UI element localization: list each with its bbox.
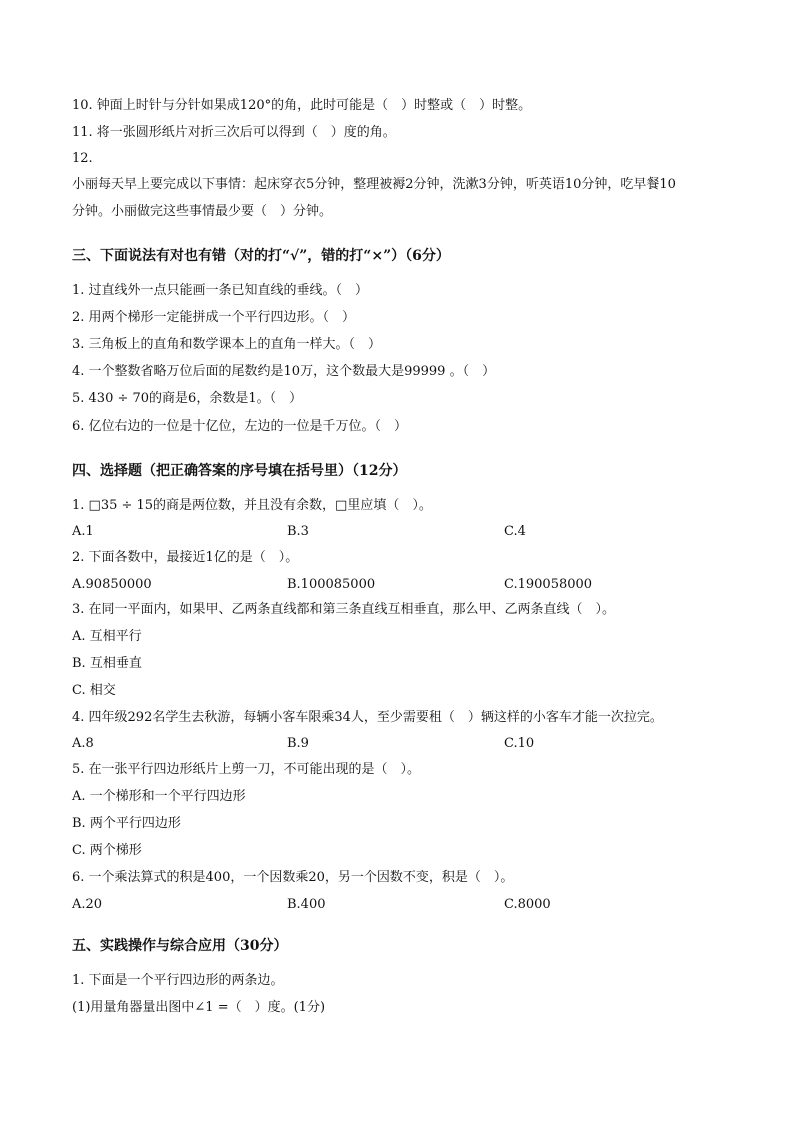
section-5-title: 五、实践操作与综合应用（30分） [72,938,288,954]
tf-item-1: 1. 过直线外一点只能画一条已知直线的垂线。（ ） [72,283,369,298]
practice-q1-part-1: (1)用量角器量出图中∠1 =（ ）度。(1分) [72,1000,326,1015]
mc-q6-option-a: A.20 [72,897,103,912]
mc-q5-option-c: C. 两个梯形 [72,843,142,858]
mc-q5-option-a: A. 一个梯形和一个平行四边形 [72,789,246,804]
mc-q3-option-a: A. 互相平行 [72,629,142,644]
question-12-number: 12. [72,151,93,166]
question-12-line-1: 小丽每天早上要完成以下事情：起床穿衣5分钟，整理被褥2分钟，洗漱3分钟，听英语10分钟，吃早餐10 [72,177,676,192]
question-12-line-2: 分钟。小丽做完这些事情最少要（ ）分钟。 [72,204,333,219]
mc-q6-stem: 6. 一个乘法算式的积是400，一个因数乘20，另一个因数不变，积是（ ）。 [72,870,514,885]
tf-item-2: 2. 用两个梯形一定能拼成一个平行四边形。（ ） [72,310,356,325]
tf-item-5: 5. 430 ÷ 70的商是6，余数是1。（ ） [72,391,303,406]
mc-q6-option-c: C.8000 [504,897,551,912]
mc-q2-option-c: C.190058000 [504,577,593,592]
tf-item-3: 3. 三角板上的直角和数学课本上的直角一样大。（ ） [72,337,382,352]
mc-q1-option-b: B.3 [287,524,309,539]
mc-q3-stem: 3. 在同一平面内，如果甲、乙两条直线都和第三条直线互相垂直，那么甲、乙两条直线（ ）。 [72,602,616,617]
mc-q5-option-b: B. 两个平行四边形 [72,816,181,831]
mc-q2-option-b: B.100085000 [287,577,376,592]
mc-q4-option-b: B.9 [287,736,309,751]
section-3-title: 三、下面说法有对也有错（对的打“√”，错的打“×”）（6分） [72,248,450,264]
mc-q1-stem: 1. □35 ÷ 15的商是两位数，并且没有余数，□里应填（ ）。 [72,498,432,513]
mc-q4-option-c: C.10 [504,736,535,751]
mc-q1-option-c: C.4 [504,524,526,539]
mc-q1-option-a: A.1 [72,524,94,539]
mc-q2-stem: 2. 下面各数中，最接近1亿的是（ ）。 [72,550,299,565]
mc-q3-option-c: C. 相交 [72,683,116,698]
question-10: 10. 钟面上时针与分针如果成120°的角，此时可能是（ ）时整或（ ）时整。 [72,98,532,113]
practice-q1: 1. 下面是一个平行四边形的两条边。 [72,973,284,988]
mc-q3-option-b: B. 互相垂直 [72,656,142,671]
tf-item-4: 4. 一个整数省略万位后面的尾数约是10万，这个数最大是99999 。（ ） [72,364,496,379]
question-11: 11. 将一张圆形纸片对折三次后可以得到（ ）度的角。 [72,125,396,140]
mc-q2-option-a: A.90850000 [72,577,152,592]
mc-q5-stem: 5. 在一张平行四边形纸片上剪一刀，不可能出现的是（ ）。 [72,762,421,777]
section-4-title: 四、选择题（把正确答案的序号填在括号里）（12分） [72,463,407,479]
tf-item-6: 6. 亿位右边的一位是十亿位，左边的一位是千万位。（ ） [72,419,408,434]
mc-q4-stem: 4. 四年级292名学生去秋游，每辆小客车限乘34人，至少需要租（ ）辆这样的小客车才能一次拉完。 [72,710,663,725]
mc-q4-option-a: A.8 [72,736,94,751]
mc-q6-option-b: B.400 [287,897,326,912]
